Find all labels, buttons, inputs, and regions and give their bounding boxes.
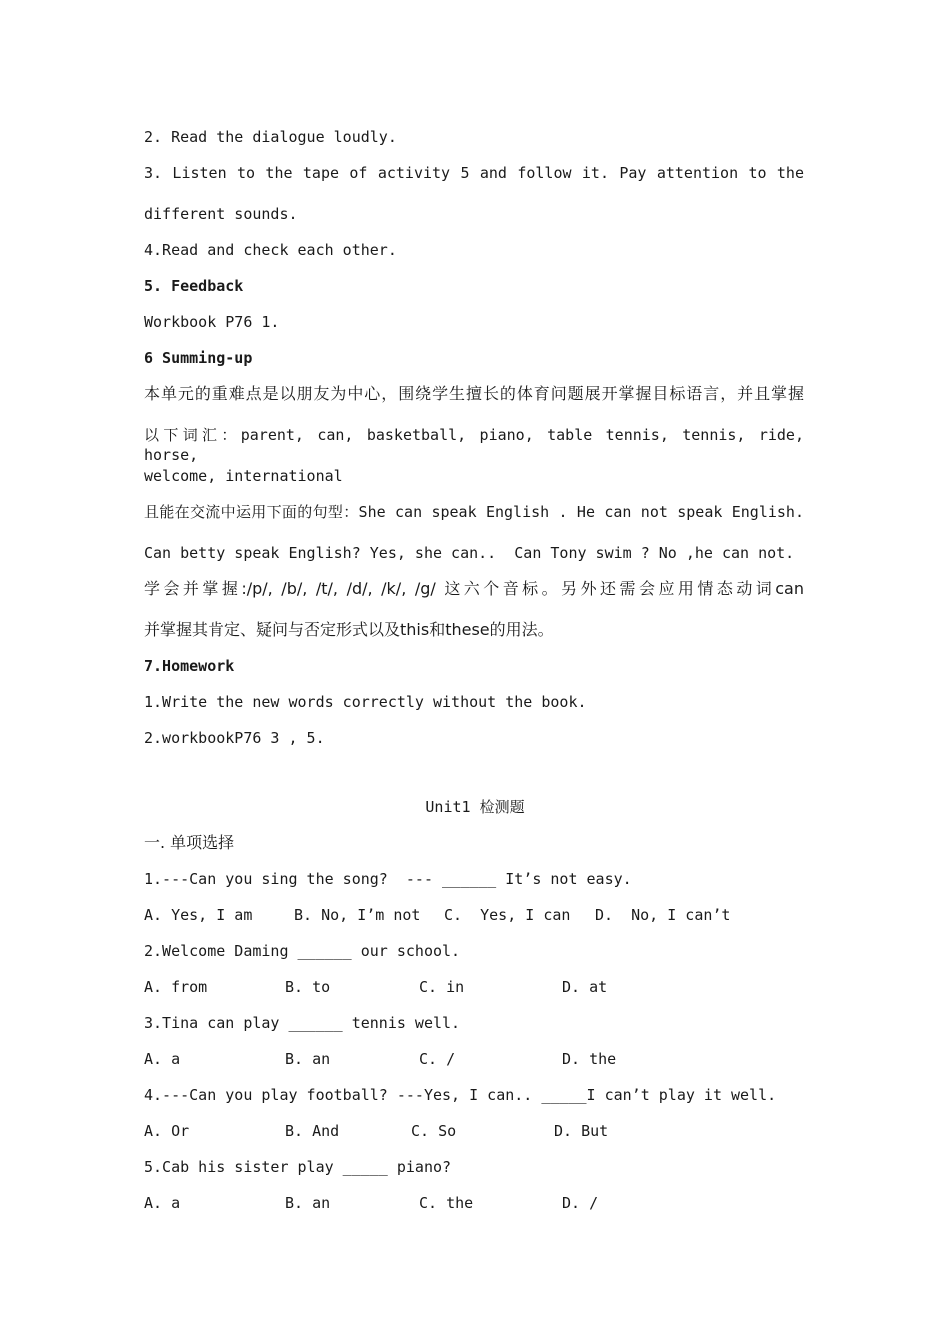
question-1-option-a: A. Yes, I am [144, 906, 253, 924]
question-5-option-d: D. / [562, 1194, 599, 1212]
section-heading: 一. 单项选择 [144, 833, 235, 852]
homework-item-1: 1.Write the new words correctly without the book. [144, 693, 587, 711]
question-3-option-b: B. an [285, 1050, 331, 1068]
question-2-option-a: A. from [144, 978, 208, 996]
summing-line-5: Can betty speak English? Yes, she can.. Can Tony swim ? No ,he can not. [144, 544, 795, 562]
question-3-option-c: C. / [419, 1050, 456, 1068]
question-2-option-c: C. in [419, 978, 465, 996]
question-2-option-d: D. at [562, 978, 608, 996]
summing-line-4: 且能在交流中运用下面的句型：She can speak English . He can not speak English. [144, 503, 804, 521]
question-5-option-b: B. an [285, 1194, 331, 1212]
question-5-option-c: C. the [419, 1194, 474, 1212]
summing-up-heading: 6 Summing-up [144, 349, 253, 367]
feedback-text: Workbook P76 1. [144, 313, 280, 331]
step-3-continued: different sounds. [144, 205, 298, 223]
question-1-stem: 1.---Can you sing the song? --- ______ It’s not easy. [144, 870, 632, 888]
question-3-option-d: D. the [562, 1050, 617, 1068]
question-1-option-d: D. No, I can’t [595, 906, 731, 924]
question-4-option-c: C. So [411, 1122, 457, 1140]
question-1-option-c: C. Yes, I can [444, 906, 571, 924]
step-3: 3. Listen to the tape of activity 5 and follow it. Pay attention to the [144, 164, 804, 182]
question-5-option-a: A. a [144, 1194, 181, 1212]
question-1-option-b: B. No, I’m not [294, 906, 421, 924]
summing-line-3: welcome, international [144, 467, 343, 485]
question-5-stem: 5.Cab his sister play _____ piano? [144, 1158, 452, 1176]
homework-item-2: 2.workbookP76 3 , 5. [144, 729, 325, 747]
question-4-option-a: A. Or [144, 1122, 190, 1140]
question-4-option-d: D. But [554, 1122, 609, 1140]
question-4-option-b: B. And [285, 1122, 340, 1140]
step-2: 2. Read the dialogue loudly. [144, 128, 397, 146]
question-2-option-b: B. to [285, 978, 331, 996]
test-title: Unit1 检测题 [425, 798, 525, 816]
question-3-option-a: A. a [144, 1050, 181, 1068]
question-4-stem: 4.---Can you play football? ---Yes, I can.. _____I can’t play it well. [144, 1086, 777, 1104]
summing-line-1: 本单元的重难点是以朋友为中心，围绕学生擅长的体育问题展开掌握目标语言，并且掌握 [144, 384, 804, 403]
summing-line-7: 并掌握其肯定、疑问与否定形式以及this和these的用法。 [144, 620, 554, 639]
question-2-stem: 2.Welcome Daming ______ our school. [144, 942, 461, 960]
question-3-stem: 3.Tina can play ______ tennis well. [144, 1014, 461, 1032]
homework-heading: 7.Homework [144, 657, 235, 675]
summing-line-2: 以下词汇：parent, can, basketball, piano, table tennis, tennis, ride, horse, [144, 426, 804, 464]
step-4: 4.Read and check each other. [144, 241, 397, 259]
summing-line-6: 学会并掌握:/p/, /b/, /t/, /d/, /k/, /g/ 这六个音标。另外还需会应用情态动词can [144, 579, 804, 598]
feedback-heading: 5. Feedback [144, 277, 244, 295]
